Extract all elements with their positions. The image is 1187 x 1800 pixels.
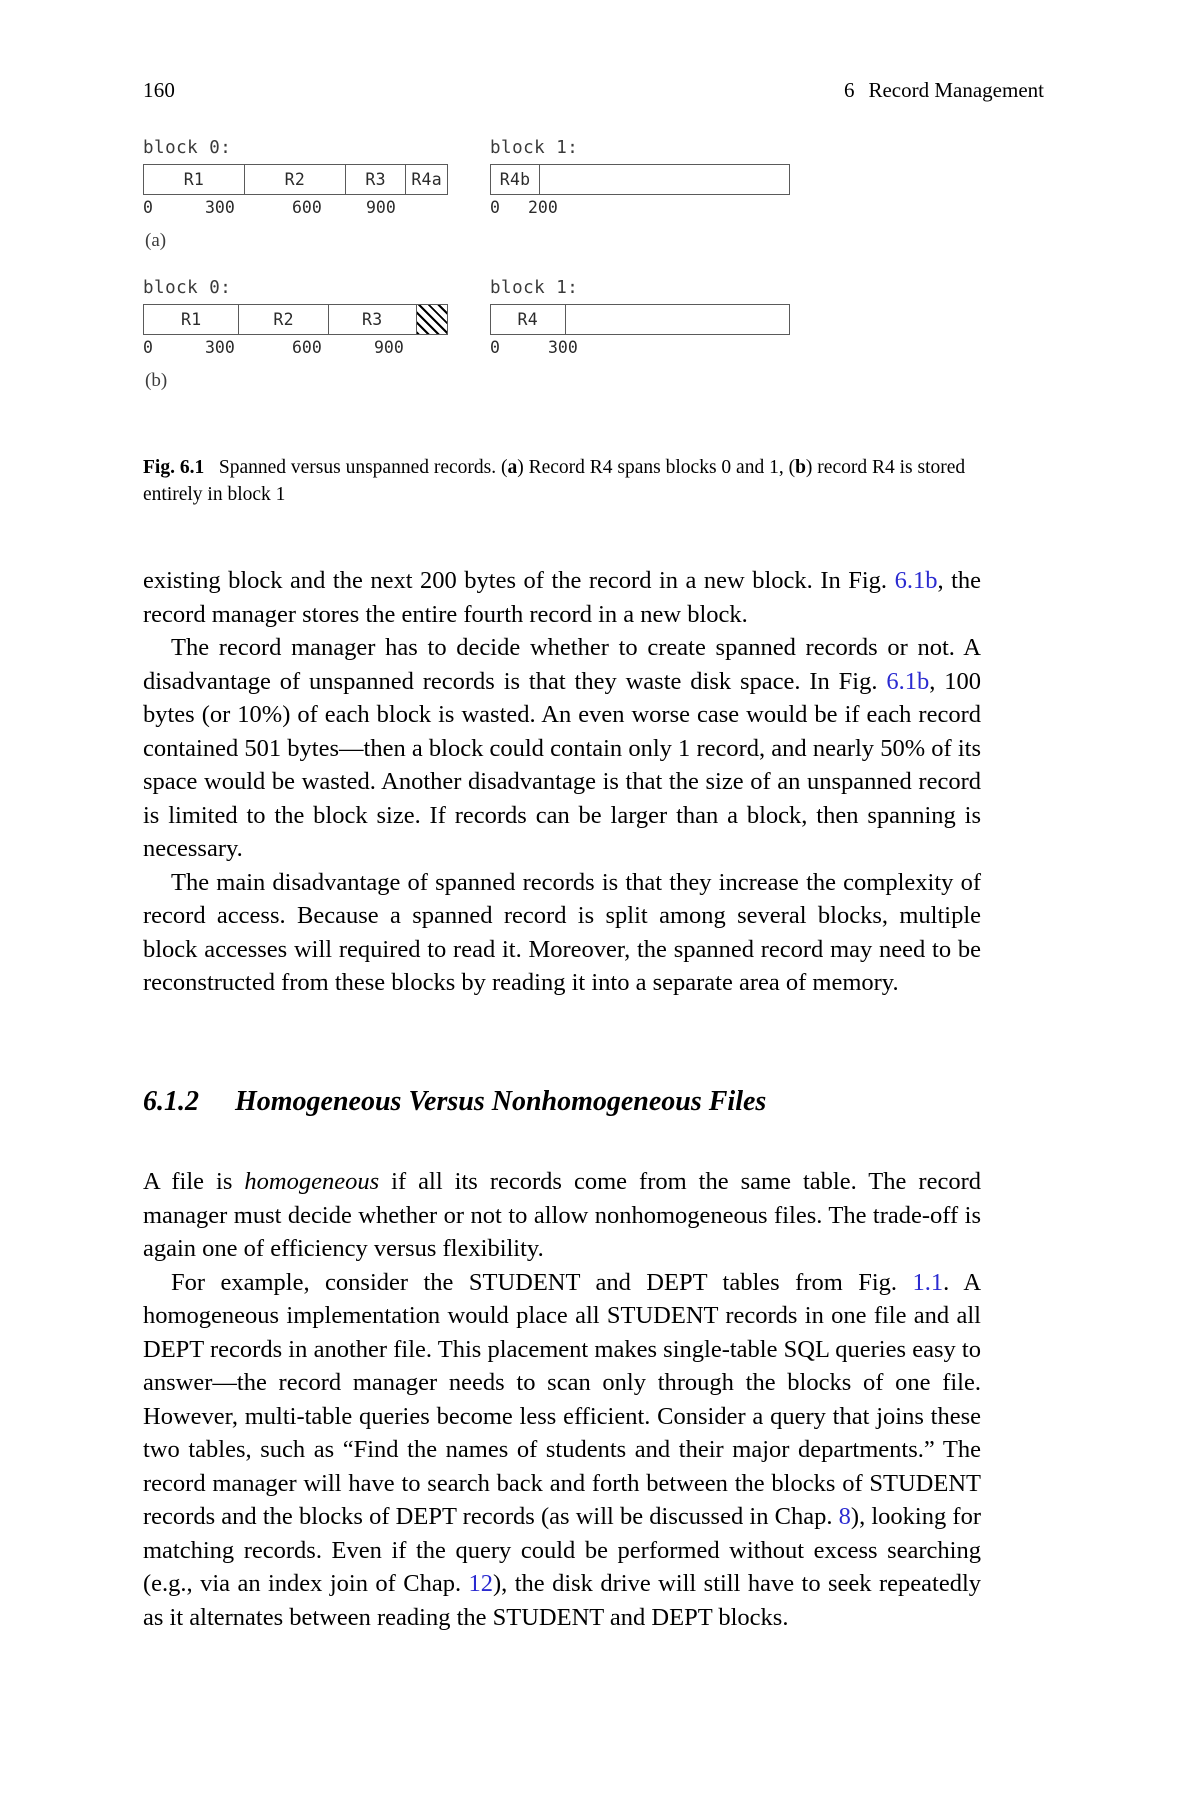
figure-caption-text-3: ) record R4 is stored entirely in block 1 <box>143 457 966 505</box>
record-cell: R2 <box>245 165 346 194</box>
scale-tick: 0 <box>143 198 153 217</box>
paragraph-2 <box>143 631 981 866</box>
figure-caption-text-1: Spanned versus unspanned records. ( <box>218 457 508 478</box>
figure-6-1 <box>143 138 1043 392</box>
block-bar <box>490 304 790 335</box>
wasted-space-cell <box>417 305 447 334</box>
body-text-upper <box>143 564 981 1000</box>
scale-tick: 0 <box>490 198 500 217</box>
free-space-cell <box>566 305 790 334</box>
byte-scale <box>490 338 790 360</box>
cross-reference-link[interactable]: 6.1b <box>894 567 938 594</box>
page-number: 160 <box>143 78 176 102</box>
paragraph-1-part-2: , the record manager stores the entire fourth record in a new block. <box>143 567 982 628</box>
paragraph-4-part-1: A file is <box>143 1168 245 1195</box>
section-number: 6.1.2 <box>143 1086 199 1117</box>
cross-reference-link[interactable]: 6.1b <box>886 667 930 695</box>
record-cell: R1 <box>144 305 239 334</box>
subfigure-label-b: (b) <box>145 370 168 391</box>
scale-tick: 0 <box>143 338 153 357</box>
chapter-heading <box>844 78 1044 103</box>
scale-tick: 300 <box>205 338 235 357</box>
chapter-reference-link[interactable]: 8 <box>838 1503 851 1531</box>
scale-tick: 900 <box>374 338 404 357</box>
block-bar <box>143 304 448 335</box>
figure-caption <box>143 455 981 509</box>
cross-reference-link[interactable]: 1.1 <box>912 1268 944 1296</box>
figure-caption-bold-b: b <box>795 457 806 478</box>
paragraph-4-part-2: if all its records come from the same table. The record manager must decide whether or not to allow nonhomogeneous files. The trade-off is again one of efficiency versus flexibility. <box>143 1168 981 1263</box>
panel-b-block0 <box>143 278 448 392</box>
block-label: block 1: <box>490 278 579 298</box>
block-label: block 0: <box>143 278 232 298</box>
scale-tick: 0 <box>490 338 500 357</box>
chapter-title: Record Management <box>868 78 1044 102</box>
emphasis-homogeneous: homogeneous <box>244 1168 380 1195</box>
paragraph-5-part-2: . A homogeneous implementation would place all STUDENT records in one file and all DEPT records in another file. This placement makes single-table SQL queries easy to answer—the record manager needs to scan only through the blocks of one file. However, multi-table queries become less efficient. Consider a query that joins these two tables, such as “Find the names of students and their major departments.” The record manager will have to search back and forth between the blocks of STUDENT records and the blocks of DEPT records (as will be discussed in Chap. <box>143 1268 982 1531</box>
record-cell: R1 <box>144 165 245 194</box>
block-label: block 0: <box>143 138 232 158</box>
figure-caption-text-2: ) Record R4 spans blocks 0 and 1, ( <box>517 457 796 478</box>
byte-scale <box>143 338 448 360</box>
byte-scale <box>143 198 448 220</box>
figure-caption-bold-a: a <box>507 457 518 478</box>
running-head <box>143 78 1044 103</box>
panel-a-block0 <box>143 138 448 252</box>
record-cell: R2 <box>239 305 328 334</box>
paragraph-5 <box>143 1266 981 1635</box>
panel-b-block1 <box>490 278 790 360</box>
record-cell: R4 <box>491 305 566 334</box>
block-label: block 1: <box>490 138 579 158</box>
figure-panel-b <box>143 278 1043 392</box>
figure-panel-a <box>143 138 1043 252</box>
body-text-lower <box>143 1165 981 1634</box>
record-cell: R4a <box>411 170 443 189</box>
scale-tick: 600 <box>292 338 322 357</box>
scale-tick: 900 <box>366 198 396 217</box>
subfigure-label-a: (a) <box>145 230 167 251</box>
paragraph-1-part-1: existing block and the next 200 bytes of the record in a new block. In Fig. <box>143 567 895 594</box>
scale-tick: 300 <box>205 198 235 217</box>
chapter-number: 6 <box>843 78 855 102</box>
paragraph-2-part-2: , 100 bytes (or 10%) of each block is wasted. An even worse case would be if each record contained 501 bytes—then a block could contain only 1 record, and nearly 50% of its space would be wasted. Another disadvantage is that the size of an unspanned record is limited to the block size. If records can be larger than a block, then spanning is necessary. <box>143 667 982 863</box>
free-space-cell <box>540 165 789 194</box>
chapter-reference-link[interactable]: 12 <box>468 1570 494 1598</box>
paragraph-1 <box>143 564 981 631</box>
paragraph-4 <box>143 1165 981 1266</box>
block-bar <box>143 164 448 195</box>
paragraph-5-part-3: ), looking for matching records. Even if the query could be performed without excess searching (e.g., via an index join of Chap. <box>143 1503 981 1598</box>
record-cell: R3 <box>329 305 417 334</box>
paragraph-5-part-1: For example, consider the STUDENT and DEPT tables from Fig. <box>171 1268 913 1296</box>
record-cell: R4b <box>491 165 540 194</box>
section-heading <box>143 1086 981 1118</box>
paragraph-3: The main disadvantage of spanned records is that they increase the complexity of record access. Because a spanned record is split among several blocks, multiple block accesses will required to read it. Moreover, the spanned record may need to be reconstructed from these blocks by reading it into a separate area of memory. <box>143 868 981 997</box>
block-bar <box>490 164 790 195</box>
figure-spacer <box>143 252 1043 278</box>
scale-tick: 600 <box>292 198 322 217</box>
scale-tick: 200 <box>528 198 558 217</box>
caption-space <box>204 457 219 478</box>
paragraph-5-part-4: ), the disk drive will still have to seek repeatedly as it alternates between reading the STUDENT and DEPT blocks. <box>143 1570 981 1631</box>
figure-caption-number: Fig. 6.1 <box>143 457 205 478</box>
scale-tick: 300 <box>548 338 578 357</box>
record-cell: R3 <box>346 165 407 194</box>
panel-a-block1 <box>490 138 790 220</box>
section-title: Homogeneous Versus Nonhomogeneous Files <box>235 1086 767 1117</box>
byte-scale <box>490 198 790 220</box>
paragraph-2-part-1: The record manager has to decide whether to create spanned records or not. A disadvantage of unspanned records is that they waste disk space. In Fig. <box>143 634 981 695</box>
